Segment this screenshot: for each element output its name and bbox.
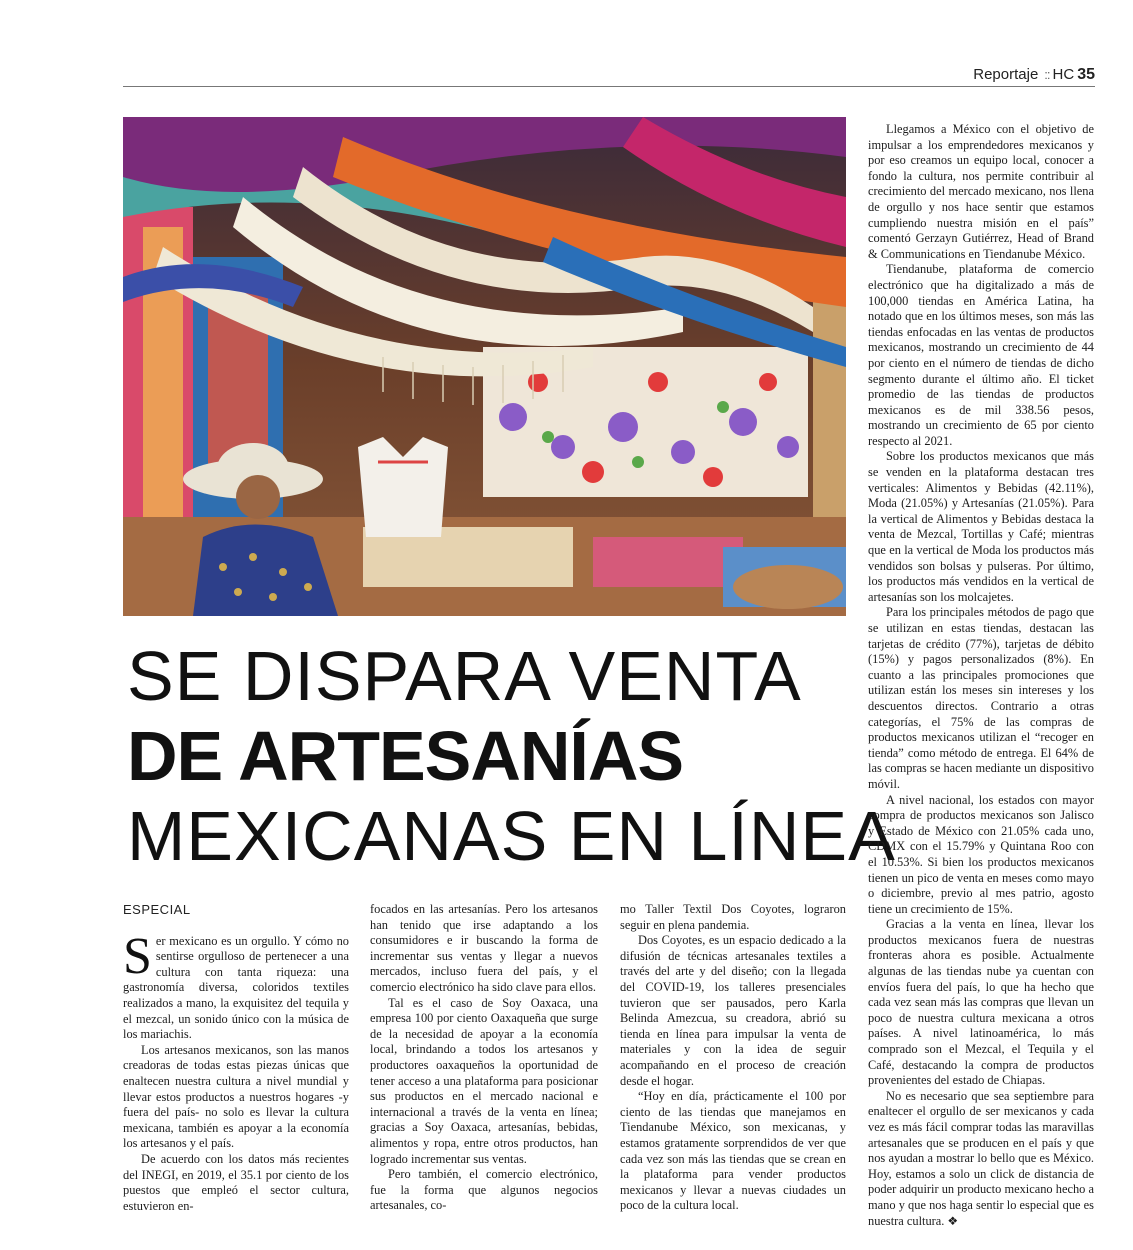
paragraph: Tal es el caso de Soy Oaxaca, una empresa 100 por ciento Oaxaqueña que surge de la necesidad de apoyar a la economía local, brindando a todos los artesanos y productores oaxaqueños la oportunidad de tener acceso a una plataforma para posicionar sus productos en el mercado nacional e internacional a través de la venta en línea; gracias a Soy Oaxaca, artesanías, bebidas, alimentos y ropa, entre otros productos, han logrado incrementar sus ventas. <box>370 995 598 1166</box>
article-column-1 <box>123 902 349 1214</box>
paragraph: focados en las artesanías. Pero los artesanos han tenido que irse adaptando a los consumidores e ir buscando la forma de incrementar sus ventas y llegar a nuevos mercados, incluso fuera del país, y el comercio electrónico ha sido clave para ellos. <box>370 902 598 994</box>
paragraph: mo Taller Textil Dos Coyotes, lograron seguir en plena pandemia. <box>620 902 846 932</box>
paragraph: Gracias a la venta en línea, llevar los productos mexicanos fuera de nuestras fronteras ahora es posible. Actualmente algunas de las tiendas nube ya cuentan con envíos fuera del país, lo que ha hecho que cada vez sean más las compras que llevan un poco de nuestra cultura mexicana a otros países. A nivel latinoamérica, lo más comprado son el Mezcal, el Tequila y el Café, destacando la compra de productos provenientes del estado de Chiapas. <box>868 917 1094 1088</box>
paragraph: “Hoy en día, prácticamente el 100 por ciento de las tiendas que manejamos en Tiendanube México, son mexicanas, y estamos gratamente sorprendidos de ver que cada vez son más las tiendas que se crean en la plataforma para vender productos mexicanos y llevar a nuevas ciudades un poco de la cultura local. <box>620 1089 846 1213</box>
paragraph: Llegamos a México con el objetivo de impulsar a los emprendedores mexicanos y por eso creamos un equipo local, conocer a fondo la cultura, nos permite contribuir al crecimiento del mercado mexicano, nos llena de orgullo y nos hace sentir que estamos cumpliendo nuestra misión en el país” comentó Gerzayn Gutiérrez, Head of Brand & Communications en Tiendanube México. <box>868 122 1094 261</box>
photo-market-textiles <box>123 117 846 616</box>
paragraph: No es necesario que sea septiembre para enaltecer el orgullo de ser mexicanos y cada vez es más fácil comprar todas las maravillas artesanales que se producen en el país y que nos ayudan a mostrar lo bello que es México. Hoy, estamos a solo un click de distancia de poder adquirir un producto mexicano hecho a mano y que nos haga sentir lo especial que es nuestra cultura. ❖ <box>868 1088 1094 1228</box>
headline-line-1: SE DISPARA VENTA <box>127 637 802 715</box>
paragraph: Dos Coyotes, es un espacio dedicado a la difusión de técnicas artesanales textiles a través del arte y del diseño; con la llegada del COVID-19, los talleres presenciales tuvieron que ser pausados, pero Karla Belinda Amezcua, su creadora, abrió su tienda en línea para impulsar la venta de materiales y con la idea de seguir acompañando en el proceso de creación desde el hogar. <box>620 933 846 1088</box>
paragraph: Para los principales métodos de pago que se utilizan en estas tiendas, destacan las tarjetas de crédito (77%), tarjetas de débito (15%) y pagos personalizados (8%). En cuanto a las principales promociones que utilizan están los meses sin intereses y los descuentos directos. Contrario a otras categorías, el 75% de las compras de productos mexicanos utilizan el “recoger en tienda” como método de entrega. El 64% de las compras se hacen mediante un dispositivo móvil. <box>868 605 1094 791</box>
article-column-3 <box>620 902 846 1214</box>
headline-line-3: MEXICANAS EN LÍNEA <box>127 797 896 875</box>
end-mark-icon: ❖ <box>947 1213 959 1228</box>
page-number: 35 <box>1077 66 1095 83</box>
article-column-2 <box>370 902 598 1214</box>
headline <box>123 637 896 875</box>
page-header <box>123 66 1095 87</box>
article-column-4 <box>868 122 1094 1229</box>
publication-name: HC <box>1052 66 1075 83</box>
paragraph: A nivel nacional, los estados con mayor compra de productos mexicanos son Jalisco y Estado de México con 21.05% cada uno, CDMX con el 15.79% y Quintana Roo con el 10.53%. Si bien los productos mexicanos tienen un pico de venta en meses como mayo o diciembre, previo al mes patrio, agosto tiene un crecimiento de 15%. <box>868 792 1094 916</box>
paragraph: Los artesanos mexicanos, son las manos creadoras de todas estas piezas únicas que enaltecen nuestra cultura a nivel mundial y llevar estos productos a nuestros hogares -y fuera del país- no solo es llevar la cultura mexicana, también es apoyar a la economía los artesanos y el país. <box>123 1042 349 1151</box>
section-folio <box>973 66 1095 84</box>
article-photo <box>123 117 846 616</box>
paragraph: Pero también, el comercio electrónico, fue la forma que algunos negocios artesanales, co- <box>370 1167 598 1213</box>
paragraph: Ser mexicano es un orgullo. Y cómo no sentirse orgulloso de pertenecer a una cultura con tanta riqueza: una gastronomía diversa, coloridos textiles realizados a mano, la exquisitez del tequila y el mezcal, un sonido único con la música de los mariachis. <box>123 927 349 1042</box>
section-label: Reportaje <box>973 66 1039 83</box>
dropcap: S <box>123 927 152 985</box>
paragraph: De acuerdo con los datos más recientes del INEGI, en 2019, el 35.1 por ciento de los puestos que empleó el sector cultura, estuvieron en- <box>123 1151 349 1213</box>
headline-line-2: DE ARTESANÍAS <box>127 717 684 795</box>
paragraph: Sobre los productos mexicanos que más se venden en la plataforma destacan tres verticales: Alimentos y Bebidas (42.11%), Moda (21.05%) y Artesanías (21.05%). Para la vertical de Alimentos y Bebidas destaca la venta de Mezcal, Tortillas y Café; mientras que en la vertical de Moda los productos más vendidos son bolsas y pulseras. Por último, los productos más vendidos en la vertical de artesanías son los molcajetes. <box>868 449 1094 604</box>
paragraph: Tiendanube, plataforma de comercio electrónico que ha digitalizado a más de 100,000 tiendas en América Latina, ha notado que en los últimos meses, son más las tiendas enfocadas en las ventas de productos mexicanos, mostrando un crecimiento de 44 por ciento en el número de tiendas de dicho segmento durante el último año. El ticket promedio de las tiendas de productos mexicanos es de mil 338.56 pesos, mostrando un crecimiento de 65 por ciento respecto al 2021. <box>868 262 1094 448</box>
separator-icon: :: <box>1044 67 1050 82</box>
kicker: ESPECIAL <box>123 902 191 917</box>
